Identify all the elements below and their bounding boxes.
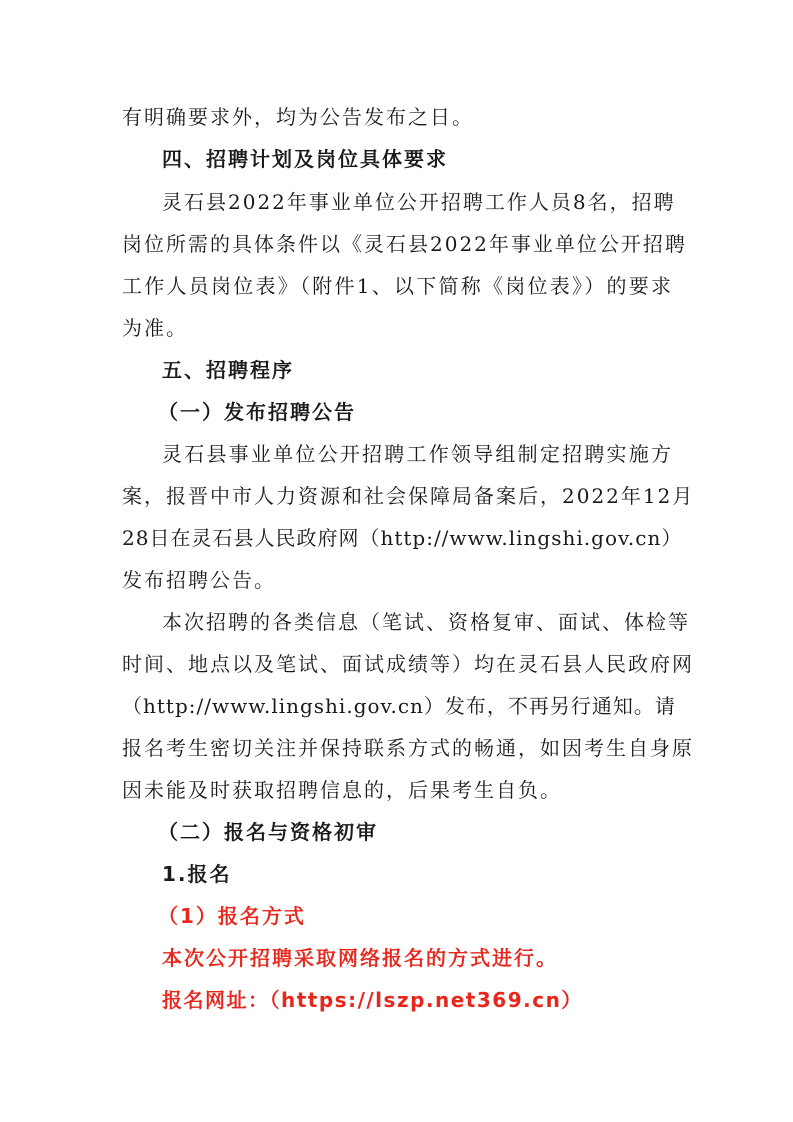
paragraph-line: 本次招聘的各类信息（笔试、资格复审、面试、体检等 xyxy=(162,610,690,634)
item-heading-registration-method: （1）报名方式 xyxy=(158,904,306,928)
paragraph-line: 工作人员岗位表》（附件1、以下简称《岗位表》）的要求 xyxy=(122,274,673,298)
paragraph-line: （http://www.lingshi.gov.cn）发布，不再另行通知。请 xyxy=(122,694,676,718)
paragraph-line-highlight: 本次公开招聘采取网络报名的方式进行。 xyxy=(162,946,558,970)
paragraph-line: 灵石县2022年事业单位公开招聘工作人员8名，招聘 xyxy=(162,190,676,214)
paragraph-line: 为准。 xyxy=(122,316,188,340)
paragraph-line: 岗位所需的具体条件以《灵石县2022年事业单位公开招聘 xyxy=(122,232,687,256)
paragraph-line: 28日在灵石县人民政府网（http://www.lingshi.gov.cn） xyxy=(122,526,683,550)
paragraph-line: 发布招聘公告。 xyxy=(122,568,276,592)
paragraph-line: 灵石县事业单位公开招聘工作领导组制定招聘实施方 xyxy=(162,442,673,466)
paragraph-line: 时间、地点以及笔试、面试成绩等）均在灵石县人民政府网 xyxy=(122,652,694,676)
paragraph-line: 因未能及时获取招聘信息的，后果考生自负。 xyxy=(122,778,562,802)
item-heading-1: 1.报名 xyxy=(162,862,232,886)
registration-url-line: 报名网址：（https://lszp.net369.cn） xyxy=(162,988,583,1012)
subsection-heading-2: （二）报名与资格初审 xyxy=(158,820,378,844)
section-heading-4: 四、招聘计划及岗位具体要求 xyxy=(162,147,448,171)
paragraph-line: 有明确要求外，均为公告发布之日。 xyxy=(122,105,474,129)
paragraph-line: 报名考生密切关注并保持联系方式的畅通，如因考生自身原 xyxy=(122,736,694,760)
section-heading-5: 五、招聘程序 xyxy=(162,358,294,382)
subsection-heading-1: （一）发布招聘公告 xyxy=(158,400,356,424)
paragraph-line: 案，报晋中市人力资源和社会保障局备案后，2022年12月 xyxy=(122,484,695,508)
